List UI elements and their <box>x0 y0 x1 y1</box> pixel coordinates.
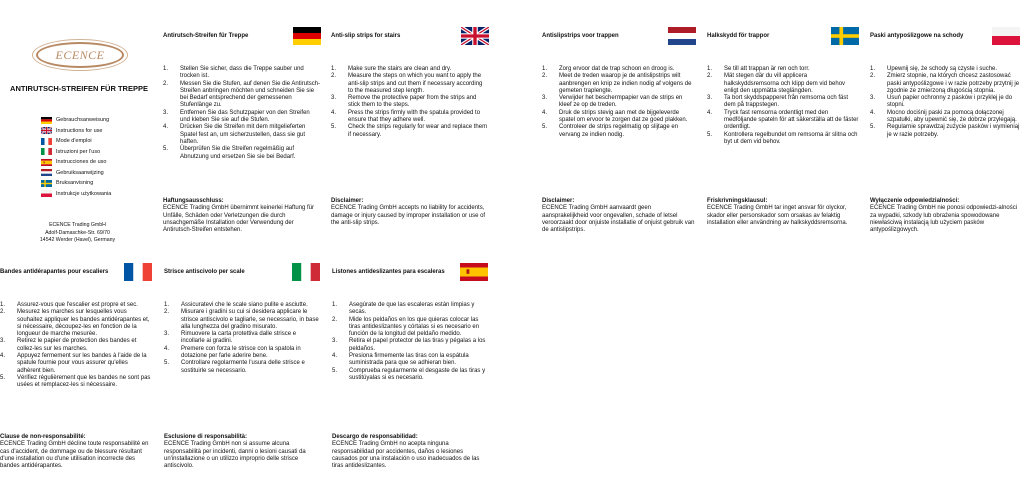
steps-list <box>870 66 1020 170</box>
step-number: 5. <box>870 124 876 131</box>
step-item <box>707 66 859 73</box>
disclaimer-text: ECENCE Trading GmbH no acepta ninguna responsabilidad por accidentes, daños o lesiones causados por una instalación o uso inadecuados de las tiras antideslizantes. <box>332 441 480 470</box>
step-text: Drücken Sie die Streifen mit dem mitgelieferten Spatel fest an, um sicherzustellen, dass sie gut haften. <box>180 124 306 145</box>
step-text: Usuń papier ochronny z pasków i przyklej je do stopni. <box>887 95 1013 109</box>
step-number: 1. <box>331 66 337 72</box>
disclaimer-title: Wyłączenie odpowiedzialności: <box>870 198 960 204</box>
section-header <box>164 262 320 282</box>
step-text: Premere con forza le strisce con la spatola in dotazione per farle aderire bene. <box>181 345 301 360</box>
step-item <box>870 124 1020 139</box>
language-list-item <box>41 189 161 200</box>
step-number: 5. <box>0 374 6 381</box>
step-number: 5. <box>542 124 548 131</box>
language-list-item <box>41 115 161 126</box>
step-item <box>331 95 489 110</box>
step-number: 4. <box>331 109 337 116</box>
step-text: Retirez le papier de protection des bandes et collez-les sur les marches. <box>17 338 137 352</box>
step-item <box>542 73 696 95</box>
step-item <box>542 124 696 139</box>
step-number: 4. <box>542 109 548 116</box>
language-list-item <box>41 168 161 179</box>
step-text: Rimuovere la carta protettiva dalle strisce e incollarle ai gradini. <box>181 331 297 345</box>
step-text: Make sure the stairs are clean and dry. <box>348 66 452 72</box>
section-header <box>163 26 321 46</box>
address-line: Adolf-Damaschke-Str. 69/70 <box>45 229 110 236</box>
es-flag-icon <box>460 263 488 281</box>
language-list-item <box>41 126 161 137</box>
step-number: 2. <box>332 316 338 323</box>
step-number: 1. <box>164 302 170 308</box>
step-number: 5. <box>163 146 169 153</box>
step-text: Druk de strips stevig aan met de bijgeleverde spatel om ervoor te zorgen dat ze goed plakken. <box>559 109 688 124</box>
section-es <box>332 262 488 470</box>
section-title: Paski antypoślizgowe na schody <box>870 33 964 39</box>
step-number: 4. <box>163 124 169 131</box>
step-item <box>164 331 320 346</box>
disclaimer-text: ECENCE Trading GmbH non si assume alcuna responsabilità per incidenti, danni o lesioni causati da un'installazione o un utilizzo improprio delle strisce antiscivolo. <box>164 441 306 470</box>
step-text: Mocno dociśnij paski za pomocą dołączonej szpatułki, aby upewnić się, że dobrze przylegają. <box>887 109 1017 124</box>
section-it <box>164 262 320 470</box>
step-item <box>870 66 1020 73</box>
step-text: Messen Sie die Stufen, auf denen Sie die Antirutsch-Streifen anbringen möchten und schneiden Sie sie bei Bedarf entsprechend der gemessenen Stufenlänge zu. <box>180 80 321 109</box>
step-number: 2. <box>707 73 713 80</box>
step-text: Presiona firmemente las tiras con la espátula suministrada para que se adhieran bien. <box>349 353 469 367</box>
language-list-label: Mode d'emploi <box>56 138 92 145</box>
section-header <box>332 262 488 282</box>
language-list-label: Instrukcje użytkowania <box>56 190 112 197</box>
section-fr <box>0 262 152 470</box>
step-text: Retira el papel protector de las tiras y pégalas a los peldaños. <box>349 338 486 352</box>
section-header <box>707 26 859 46</box>
step-number: 4. <box>164 345 170 352</box>
step-text: Ta bort skyddspapperet från remsorna och fäst dem på trappstegen. <box>724 95 849 109</box>
step-text: Measure the steps on which you want to apply the anti-slip strips and cut them if necessary according to the measured step length. <box>348 73 483 94</box>
language-list-label: Bruksanvisning <box>56 180 94 187</box>
step-number: 2. <box>331 73 337 80</box>
step-number: 1. <box>870 66 876 72</box>
step-item <box>164 346 320 361</box>
step-number: 5. <box>332 367 338 374</box>
step-text: Appuyez fermement sur les bandes à l'aide de la spatule fournie pour vous assurer qu'elles adhèrent bien. <box>17 353 147 374</box>
step-text: Misurare i gradini su cui si desidera applicare le strisce antiscivolo e tagliarle, se necessario, in base alla lunghezza del gradino misurato. <box>181 309 319 330</box>
disclaimer-text: ECENCE Trading GmbH décline toute responsabilité en cas d'accident, de dommage ou de blessure résultant d'une installation ou d'une utilisation incorrecte des bandes antidérapantes. <box>0 441 149 470</box>
pl-flag-icon <box>41 190 52 197</box>
step-item <box>870 95 1020 110</box>
step-number: 1. <box>0 302 6 308</box>
step-text: Se till att trappan är ren och torr. <box>724 66 810 72</box>
step-item <box>0 302 152 309</box>
step-item <box>542 110 696 125</box>
step-item <box>707 95 859 110</box>
steps-list <box>163 66 321 170</box>
logo-text: ECENCE <box>55 47 105 62</box>
step-item <box>163 146 321 161</box>
section-nl <box>542 26 696 234</box>
disclaimer-title: Disclaimer: <box>542 198 575 204</box>
step-number: 4. <box>707 109 713 116</box>
section-title: Anti-slip strips for stairs <box>331 33 401 39</box>
step-text: Mide los peldaños en los que quieras colocar las tiras antideslizantes y córtalas si es necesario en función de la longitud del peldaño medido. <box>349 316 480 338</box>
step-item <box>870 73 1020 95</box>
step-number: 4. <box>870 109 876 116</box>
language-list-label: Istruzioni per l'uso <box>56 148 101 155</box>
step-number: 2. <box>164 309 170 316</box>
step-item <box>0 353 152 375</box>
nl-flag-icon <box>41 169 52 176</box>
step-text: Assicuratevi che le scale siano pulite e asciutte. <box>181 302 308 308</box>
step-number: 3. <box>0 338 6 345</box>
fr-flag-icon <box>124 263 152 281</box>
step-number: 3. <box>542 95 548 102</box>
language-list <box>41 115 161 199</box>
section-pl <box>870 26 1020 234</box>
language-list-label: Instrucciones de uso <box>56 159 107 166</box>
language-list-label: Gebrauchsanweisung <box>56 117 110 124</box>
step-text: Mesurez les marches sur lesquelles vous souhaitez appliquer les bandes antidérapantes et, si nécessaire, découpez-les en fonction de la longueur de marche mesurée. <box>17 309 150 338</box>
step-text: Stellen Sie sicher, dass die Treppe sauber und trocken ist. <box>180 66 304 80</box>
step-text: Mät stegen där du vill applicera halkskyddsremsorna och klipp dem vid behov enligt den uppmätta steglängden. <box>724 73 846 94</box>
step-number: 1. <box>707 66 713 72</box>
it-flag-icon <box>41 148 52 155</box>
step-item <box>332 368 488 383</box>
language-list-label: Gebruiksaanwijzing <box>56 169 104 176</box>
step-item <box>163 110 321 125</box>
steps-list <box>332 302 488 406</box>
step-text: Tryck fast remsorna ordentligt med den medföljande spateln för att säkerställa att de fäster ordentligt. <box>724 109 859 131</box>
disclaimer-title: Friskrivningsklausul: <box>707 198 768 204</box>
es-flag-icon <box>41 159 52 166</box>
section-sv <box>707 26 859 227</box>
step-text: Entfernen Sie das Schutzpapier von den Streifen und kleben Sie sie auf die Stufen. <box>180 109 310 124</box>
pl-flag-icon <box>992 27 1020 45</box>
step-text: Controllare regolarmente l'usura delle strisce e sostituirle se necessario. <box>181 360 305 374</box>
address-line: ECENCE Trading GmbH <box>49 222 106 228</box>
step-item <box>163 124 321 146</box>
step-item <box>163 66 321 81</box>
steps-list <box>707 66 859 170</box>
step-number: 5. <box>164 360 170 367</box>
step-number: 2. <box>542 73 548 80</box>
address-line: 14542 Werder (Havel), Germany <box>39 237 116 243</box>
step-item <box>542 95 696 110</box>
section-title: Antirutsch-Streifen für Treppe <box>163 33 249 39</box>
step-text: Upewnij się, że schody są czyste i suche. <box>887 66 998 72</box>
section-header <box>0 262 152 282</box>
language-list-item <box>41 157 161 168</box>
language-list-item <box>41 147 161 158</box>
language-list-item <box>41 136 161 147</box>
disclaimer-title: Esclusione di responsabilità: <box>164 434 248 440</box>
step-number: 1. <box>163 66 169 72</box>
se-flag-icon <box>831 27 859 45</box>
section-title: Listones antideslizantes para escaleras <box>332 269 445 275</box>
step-text: Press the strips firmly with the spatula provided to ensure that they adhere well. <box>348 109 481 124</box>
disclaimer-title: Haftungsausschluss: <box>163 198 224 204</box>
disclaimer-text: ECENCE Trading GmbH tar inget ansvar för olyckor, skador eller personskador som orsakas av felaktig installation eller användning av halkskyddsremsorna. <box>707 205 848 226</box>
step-item <box>331 110 489 125</box>
disclaimer-title: Clause de non-responsabilité: <box>0 434 86 440</box>
step-number: 2. <box>0 309 6 316</box>
language-list-item <box>41 178 161 189</box>
step-item <box>707 110 859 132</box>
step-item <box>164 302 320 309</box>
steps-list <box>164 302 320 406</box>
step-text: Zmierz stopnie, na których chcesz zastosować paski antypoślizgowe i w razie potrzeby przytnij je zgodnie ze zmierzoną długością stopnia. <box>887 73 1020 94</box>
step-text: Assurez-vous que l'escalier est propre et sec. <box>17 302 138 308</box>
it-flag-icon <box>292 263 320 281</box>
step-item <box>164 360 320 375</box>
section-header <box>331 26 489 46</box>
step-number: 2. <box>870 73 876 80</box>
steps-list <box>331 66 489 170</box>
step-item <box>707 132 859 147</box>
section-header <box>542 26 696 46</box>
de-flag-icon <box>293 27 321 45</box>
step-number: 5. <box>331 124 337 131</box>
nl-flag-icon <box>668 27 696 45</box>
step-item <box>0 375 152 390</box>
steps-list <box>0 302 152 406</box>
disclaimer-text: ECENCE Trading GmbH accepts no liability for accidents, damage or injury caused by improper installation or use of the anti-slip strips. <box>331 205 486 226</box>
step-number: 5. <box>707 131 713 138</box>
step-number: 3. <box>164 331 170 338</box>
step-text: Controleer de strips regelmatig op slijtage en vervang ze indien nodig. <box>559 124 679 138</box>
fr-flag-icon <box>41 138 52 145</box>
language-list-label: Instructions for use <box>56 127 103 134</box>
ecence-logo <box>36 42 124 68</box>
disclaimer-text: ECENCE Trading GmbH nie ponosi odpowiedzi-alności za wypadki, szkody lub obrażenia spowodowane niewłaściwą instalacją lub użyciem pasków antypoślizgowych. <box>870 205 1018 234</box>
address <box>10 222 145 245</box>
step-number: 1. <box>542 66 548 72</box>
step-text: Regularnie sprawdzaj zużycie pasków i wymieniaj je w razie potrzeby. <box>887 124 1020 138</box>
step-number: 3. <box>163 109 169 116</box>
disclaimer-title: Disclaimer: <box>331 198 364 204</box>
step-item <box>331 124 489 139</box>
step-number: 3. <box>870 95 876 102</box>
step-item <box>163 81 321 110</box>
step-text: Asegúrate de que las escaleras están limpias y secas. <box>349 302 475 316</box>
gb-flag-icon <box>41 127 52 134</box>
step-item <box>332 353 488 368</box>
step-text: Remove the protective paper from the strips and stick them to the steps. <box>348 95 477 109</box>
step-text: Zorg ervoor dat de trap schoon en droog is. <box>559 66 675 72</box>
step-item <box>0 309 152 338</box>
se-flag-icon <box>41 180 52 187</box>
step-number: 2. <box>163 80 169 87</box>
step-text: Vérifiez régulièrement que les bandes ne sont pas usées et remplacez-les si nécessaire. <box>17 374 151 389</box>
steps-list <box>542 66 696 170</box>
disclaimer-text: ECENCE Trading GmbH aanvaardt geen aansprakelijkheid voor ongevallen, schade of letsel veroorzaakt door onjuiste installatie of onjuist gebruik van de antislipstrips. <box>542 205 695 234</box>
step-item <box>164 309 320 331</box>
step-text: Verwijder het beschermpapier van de strips en kleef ze op de treden. <box>559 95 683 109</box>
step-number: 4. <box>332 353 338 360</box>
step-item <box>0 338 152 353</box>
step-text: Meet de treden waarop je de antislipstrips wilt aanbrengen en knip ze indien nodig af volgens de gemeten traplengte. <box>559 73 692 94</box>
step-number: 3. <box>331 95 337 102</box>
step-text: Überprüfen Sie die Streifen regelmäßig auf Abnutzung und ersetzen Sie sie bei Bedarf. <box>180 146 296 160</box>
disclaimer-text: ECENCE Trading GmbH übernimmt keinerlei Haftung für Unfälle, Schäden oder Verletzungen die durch unsachgemäße Installation oder Verwendung der Antirutsch-Streifen entstehen. <box>163 205 315 234</box>
step-item <box>332 338 488 353</box>
step-item <box>331 66 489 73</box>
step-item <box>870 110 1020 125</box>
step-number: 1. <box>332 302 338 308</box>
section-title: Strisce antiscivolo per scale <box>164 269 245 275</box>
main-title: ANTIRUTSCH-STREIFEN FÜR TREPPE <box>10 84 148 93</box>
step-number: 3. <box>707 95 713 102</box>
step-item <box>542 66 696 73</box>
section-header <box>870 26 1020 46</box>
de-flag-icon <box>41 117 52 124</box>
gb-flag-icon <box>461 27 489 45</box>
step-item <box>331 73 489 95</box>
step-number: 4. <box>0 353 6 360</box>
disclaimer-title: Descargo de responsabilidad: <box>332 434 418 440</box>
step-text: Check the strips regularly for wear and replace them if necessary. <box>348 124 488 138</box>
section-en <box>331 26 489 227</box>
step-text: Comprueba regularmente el desgaste de las tiras y sustitúyalas si es necesario. <box>349 367 486 381</box>
step-item <box>332 317 488 339</box>
step-item <box>707 73 859 95</box>
section-de <box>163 26 321 234</box>
section-title: Bandes antidérapantes pour escaliers <box>0 269 109 275</box>
step-item <box>332 302 488 317</box>
section-title: Antislipstrips voor trappen <box>542 33 619 39</box>
step-number: 3. <box>332 338 338 345</box>
section-title: Halkskydd för trappor <box>707 33 770 39</box>
step-text: Kontrollera regelbundet om remsorna är slitna och byt ut dem vid behov. <box>724 131 858 145</box>
